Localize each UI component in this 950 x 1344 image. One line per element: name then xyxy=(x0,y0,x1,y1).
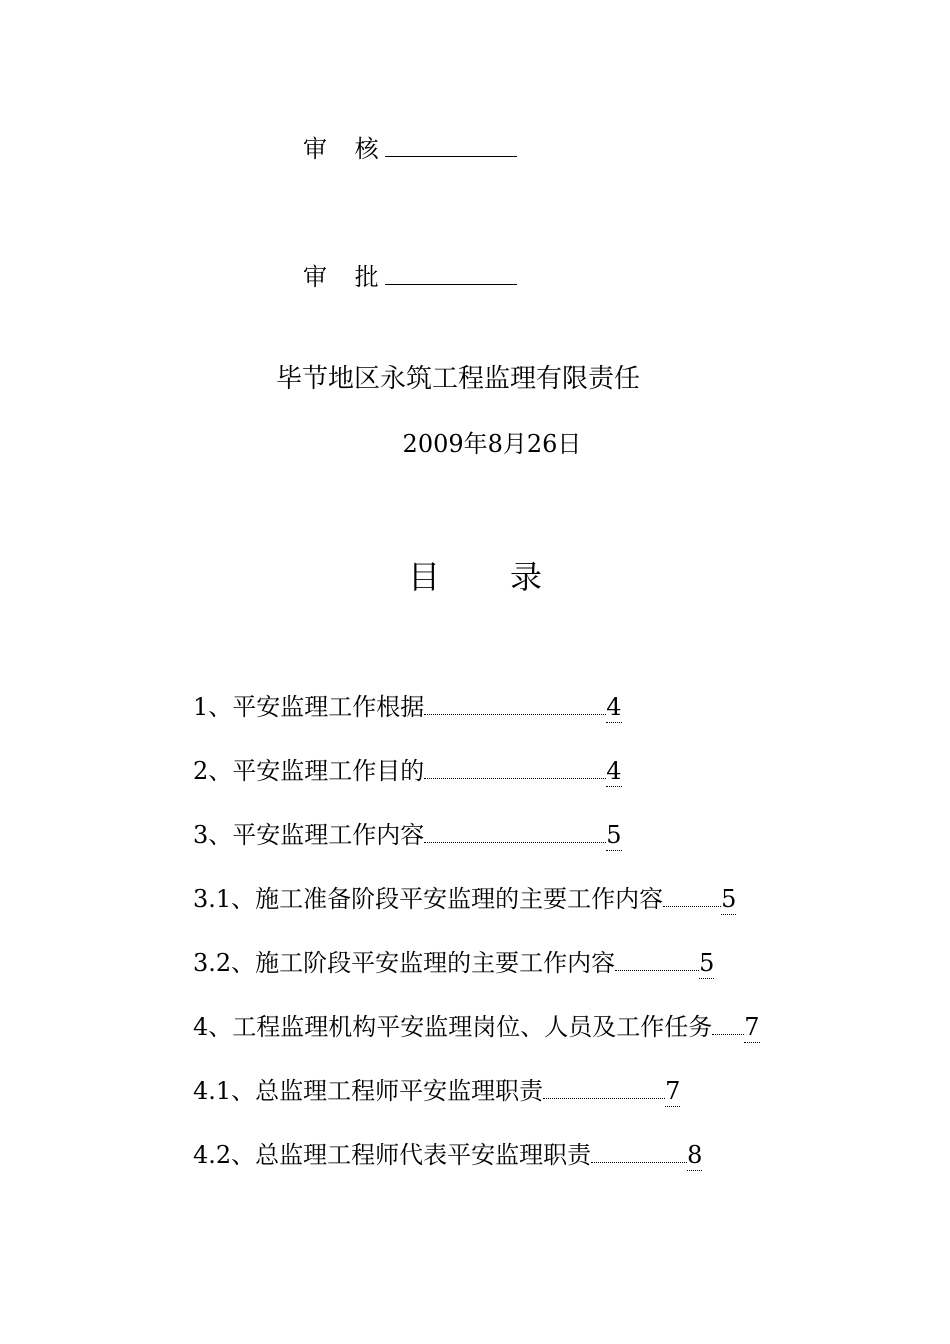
toc-entry-1[interactable] xyxy=(193,692,622,723)
review-signature-line xyxy=(303,134,517,164)
company-name: 毕节地区永筑工程监理有限责任 xyxy=(275,364,640,394)
toc-leader-dots xyxy=(712,1016,744,1035)
toc-leader-dots xyxy=(424,824,606,843)
toc-entry-text: 1、平安监理工作根据 xyxy=(193,693,425,721)
toc-entry-3[interactable] xyxy=(193,820,622,851)
approve-signature-line xyxy=(303,262,517,292)
toc-entry-page: 7 xyxy=(665,1077,681,1105)
toc-entry-3-1[interactable] xyxy=(193,884,736,915)
toc-entry-4-2[interactable] xyxy=(193,1140,702,1171)
toc-entry-text: 3.1、施工准备阶段平安监理的主要工作内容 xyxy=(193,885,664,913)
toc-entry-page: 5 xyxy=(606,821,622,849)
review-blank xyxy=(385,134,517,157)
toc-entry-page: 8 xyxy=(687,1141,703,1169)
toc-entry-4[interactable] xyxy=(193,1012,760,1043)
toc-leader-dots xyxy=(615,952,699,971)
toc-entry-text: 2、平安监理工作目的 xyxy=(193,757,425,785)
toc-entry-page: 7 xyxy=(744,1013,760,1041)
toc-entry-page: 4 xyxy=(606,757,622,785)
toc-leader-dots xyxy=(663,888,721,907)
review-label: 审 核 xyxy=(303,135,389,163)
toc-entry-text: 4、工程监理机构平安监理岗位、人员及工作任务 xyxy=(193,1013,713,1041)
toc-entry-text: 3、平安监理工作内容 xyxy=(193,821,425,849)
approve-blank xyxy=(385,262,517,285)
toc-entry-page: 4 xyxy=(606,693,622,721)
toc-title-left: 目 xyxy=(408,558,441,596)
toc-leader-dots xyxy=(543,1080,665,1099)
toc-leader-dots xyxy=(591,1144,687,1163)
toc-entry-3-2[interactable] xyxy=(193,948,714,979)
toc-leader-dots xyxy=(424,696,606,715)
toc-leader-dots xyxy=(424,760,606,779)
toc-entry-text: 4.2、总监理工程师代表平安监理职责 xyxy=(193,1141,592,1169)
toc-entry-page: 5 xyxy=(699,949,715,977)
approve-label: 审 批 xyxy=(303,263,389,291)
toc-title-right: 录 xyxy=(510,558,543,596)
toc-entry-text: 4.1、总监理工程师平安监理职责 xyxy=(193,1077,544,1105)
toc-title xyxy=(408,555,542,599)
toc-entry-4-1[interactable] xyxy=(193,1076,680,1107)
toc-entry-2[interactable] xyxy=(193,756,622,787)
toc-entry-page: 5 xyxy=(721,885,737,913)
document-date: 2009年8月26日 xyxy=(402,430,582,458)
toc-entry-text: 3.2、施工阶段平安监理的主要工作内容 xyxy=(193,949,616,977)
